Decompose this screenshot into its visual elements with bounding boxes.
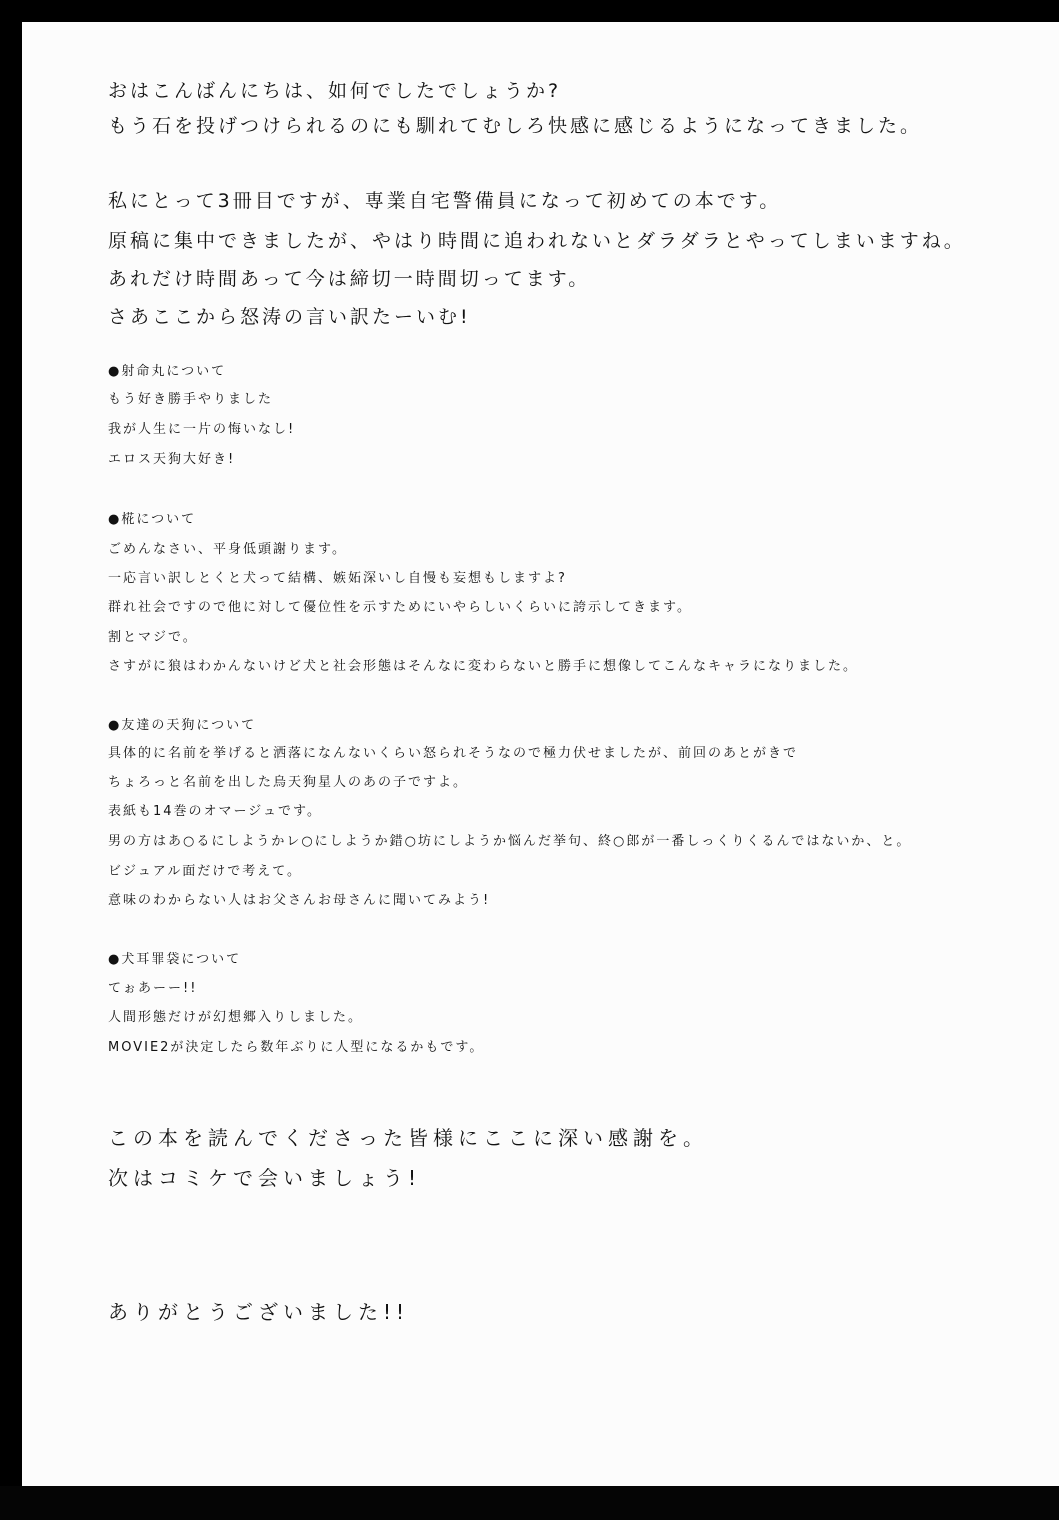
paragraph-line-4: さあここから怒涛の言い訳たーいむ! bbox=[108, 306, 471, 328]
paragraph-line-1: 私にとって3冊目ですが、専業自宅警備員になって初めての本です。 bbox=[108, 190, 782, 212]
section-heading-friend-tengu: ●友達の天狗について bbox=[108, 718, 257, 733]
section-heading-inumimi: ●犬耳罪袋について bbox=[108, 952, 242, 967]
scan-bottom-border bbox=[0, 1486, 1059, 1520]
section-text-line: 割とマジで。 bbox=[108, 630, 198, 645]
intro-line-2: もう石を投げつけられるのにも馴れてむしろ快感に感じるようになってきました。 bbox=[108, 115, 923, 137]
section-text-line: エロス天狗大好き! bbox=[108, 452, 236, 467]
section-text-line: 具体的に名前を挙げると洒落になんないくらい怒られそうなので極力伏せましたが、前回のあとがきで bbox=[108, 746, 799, 761]
section-text-line: 一応言い訳しとくと犬って結構、嫉妬深いし自慢も妄想もしますよ? bbox=[108, 571, 567, 586]
section-heading-momiji: ●椛について bbox=[108, 512, 197, 527]
section-text-line: さすがに狼はわかんないけど犬と社会形態はそんなに変わらないと勝手に想像してこんなキャラになりました。 bbox=[108, 659, 859, 674]
section-text-line: 群れ社会ですので他に対して優位性を示すためにいやらしいくらいに誇示してきます。 bbox=[108, 600, 692, 615]
section-text-line: ビジュアル面だけで考えて。 bbox=[108, 864, 302, 879]
section-text-line: ごめんなさい、平身低頭謝ります。 bbox=[108, 542, 347, 557]
section-text-line: ちょろっと名前を出した烏天狗星人のあの子ですよ。 bbox=[108, 775, 469, 790]
closing-line-1: この本を読んでくださった皆様にここに深い感謝を。 bbox=[108, 1126, 708, 1150]
thanks-line: ありがとうございました!! bbox=[108, 1300, 410, 1324]
section-text-line: 表紙も14巻のオマージュです。 bbox=[108, 804, 322, 819]
section-heading-shameimaru: ●射命丸について bbox=[108, 364, 227, 379]
section-text-line: てぉあーー!! bbox=[108, 981, 198, 996]
closing-line-2: 次はコミケで会いましょう! bbox=[108, 1166, 422, 1190]
intro-line-1: おはこんばんにちは、如何でしたでしょうか? bbox=[108, 80, 562, 102]
paragraph-line-2: 原稿に集中できましたが、やはり時間に追われないとダラダラとやってしまいますね。 bbox=[108, 230, 966, 252]
section-text-line: もう好き勝手やりました bbox=[108, 392, 274, 407]
section-text-line: 我が人生に一片の悔いなし! bbox=[108, 422, 296, 437]
section-text-line: 男の方はあ○るにしようかレ○にしようか錯○坊にしようか悩んだ挙句、終○郎が一番しっくりくるんではないか、と。 bbox=[108, 834, 912, 849]
section-text-line: 意味のわからない人はお父さんお母さんに聞いてみよう! bbox=[108, 893, 491, 908]
document-page bbox=[22, 22, 1059, 1486]
paragraph-line-3: あれだけ時間あって今は締切一時間切ってます。 bbox=[108, 268, 591, 290]
section-text-line: MOVIE2が決定したら数年ぶりに人型になるかもです。 bbox=[108, 1040, 485, 1055]
section-text-line: 人間形態だけが幻想郷入りしました。 bbox=[108, 1010, 364, 1025]
